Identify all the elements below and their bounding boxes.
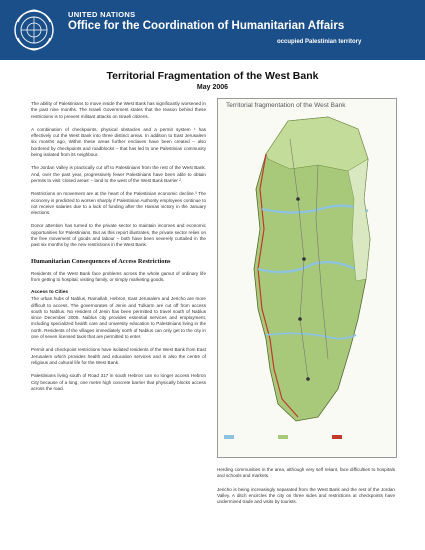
left-column (31, 101, 206, 399)
un-emblem-icon (12, 8, 56, 52)
paragraph: Donor attention has turned to the private sector to maintain incomes and economic opportunities for Palestinians. But as this report illustrates, the private sector relies on the free movement of goods and labour – both have been severely curtailed in the past six months by the new restrictions in the West Bank. (31, 223, 206, 248)
legend-swatch (278, 435, 288, 439)
northern-enclave (266, 117, 368, 171)
west-bank-map (217, 98, 397, 458)
paragraph: Residents of the West Bank face problems across the whole gamut of ordinary life from getting to hospital, visiting family, or simply marketing goods. (31, 270, 206, 282)
paragraph: Permit and checkpoint restrictions have isolated residents of the West Bank from East Jerusalem which provides health and education services and is also the centre of religious and cultural life for the West Bank. (31, 347, 206, 365)
section-subheading: Access to Cities (31, 290, 69, 296)
paragraph: The Jordan Valley is practically cut off to Palestinians from the rest of the West Bank. And, over the past year, progressively fewer Palestinians have been able to obtain permits to visit 'closed areas' – land to the west of the West Bank Barrier ². (31, 165, 206, 183)
city-marker (302, 257, 306, 261)
legend-swatch (224, 435, 234, 439)
org-subtitle: occupied Palestinian territory (277, 39, 362, 45)
org-small-title: UNITED NATIONS (68, 10, 136, 19)
map-title: Territorial fragmentation of the West Bank (226, 102, 346, 109)
right-column (217, 467, 395, 512)
paragraph: A combination of checkpoints, physical obstacles and a permit system ¹ has effectively cut the West Bank into three distinct areas. In addition to East Jerusalem six months ago, Within these areas further enclaves have been created – also bordered by checkpoints and roadblocks – that has led to one Palestinian community being isolated from its neighbour. (31, 126, 206, 158)
legend-swatch (332, 435, 342, 439)
section-heading: Humanitarian Consequences of Access Restrictions (31, 257, 171, 265)
org-name: Office for the Coordination of Humanitarian Affairs (68, 20, 345, 32)
paragraph: Restrictions on movement are at the heart of the Palestinian economic decline.³ The economy is predicted to worsen sharply if Palestinian Authority employees continue to not receive salaries due to a lack of funding after the Hamas victory in the January elections. (31, 191, 206, 216)
city-marker (306, 377, 310, 381)
paragraph: The ability of Palestinians to move inside the West Bank has significantly worsened in the past nine months. The Israeli Government states that the reason behind these restrictions is to prevent militant attacks on Israeli citizens. (31, 101, 206, 119)
city-marker (296, 197, 300, 201)
document-title: Territorial Fragmentation of the West Bank (106, 70, 319, 82)
paragraph: Herding communities in the area, although very self reliant, face difficulties to hospitals and schools and markets. (217, 467, 395, 479)
map-graphic (218, 99, 396, 457)
paragraph: Jericho is being increasingly separated from the West Bank and the rest of the Jordan Valley. A ditch encircles the city on three sides and restrictions at checkpoints have undermined trade and visits by tourists. (217, 486, 395, 505)
city-marker (298, 317, 302, 321)
paragraph: The urban hubs of Nablus, Ramallah, Hebron, East Jerusalem and Jericho are more difficult to access. The governorates of Jenin and Tulkarm are cut off from access south to Nablus. No resident of Jenin has been permitted to travel south of Nablus since December 2005. Nablus city provides essential services and employment, including specialized health care and university education to Palestinians living in the north. Residents of the villages immediately north of Nablus can only get to the city in one of seven licensed taxis that are permitted to enter. (31, 296, 206, 340)
document-date: May 2006 (196, 84, 229, 91)
paragraph: Palestinians living south of Road 317 in south Hebron can no longer access Hebron City because of a long, one metre high concrete barrier that physically blocks access across the road. (31, 373, 206, 391)
header-banner (0, 0, 425, 60)
